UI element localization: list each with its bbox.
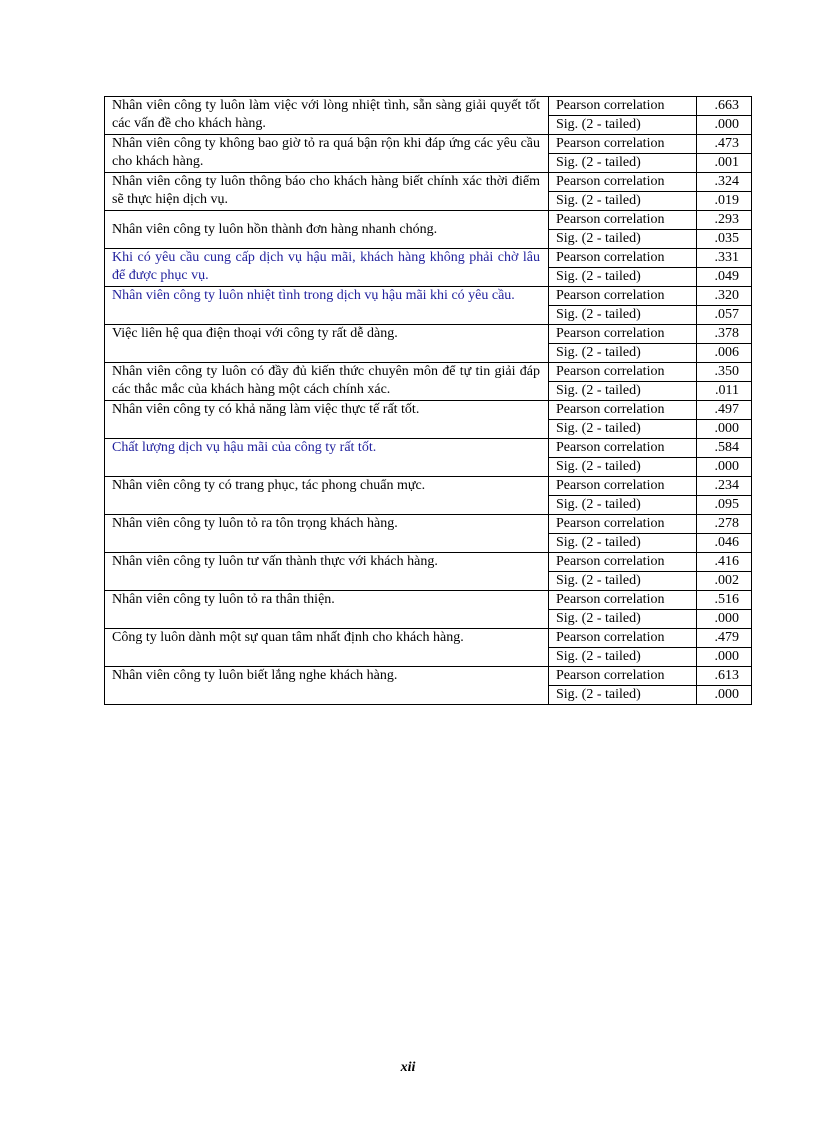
sig-label: Sig. (2 - tailed) (549, 686, 697, 705)
sig-label: Sig. (2 - tailed) (549, 344, 697, 363)
item-text: Nhân viên công ty luôn tư vấn thành thực với khách hàng. (105, 553, 549, 591)
pearson-value: .331 (697, 249, 752, 268)
sig-label: Sig. (2 - tailed) (549, 648, 697, 667)
table-row (105, 667, 752, 686)
item-text: Nhân viên công ty luôn tỏ ra thân thiện. (105, 591, 549, 629)
sig-value: .002 (697, 572, 752, 591)
item-text: Nhân viên công ty luôn biết lắng nghe khách hàng. (105, 667, 549, 705)
item-text: Nhân viên công ty luôn thông báo cho khách hàng biết chính xác thời điểm sẽ thực hiện dịch vụ. (105, 173, 549, 211)
item-text: Nhân viên công ty luôn tỏ ra tôn trọng khách hàng. (105, 515, 549, 553)
pearson-label: Pearson correlation (549, 249, 697, 268)
sig-value: .001 (697, 154, 752, 173)
sig-value: .035 (697, 230, 752, 249)
sig-label: Sig. (2 - tailed) (549, 268, 697, 287)
pearson-label: Pearson correlation (549, 477, 697, 496)
table-row (105, 135, 752, 154)
sig-label: Sig. (2 - tailed) (549, 116, 697, 135)
page-number: xii (400, 1060, 416, 1075)
pearson-value: .473 (697, 135, 752, 154)
sig-value: .095 (697, 496, 752, 515)
item-text: Nhân viên công ty luôn hồn thành đơn hàng nhanh chóng. (105, 211, 549, 249)
item-text: Nhân viên công ty luôn nhiệt tình trong dịch vụ hậu mãi khi có yêu cầu. (105, 287, 549, 325)
item-text: Nhân viên công ty luôn có đầy đủ kiến thức chuyên môn để tự tin giải đáp các thắc mắc của khách hàng một cách chính xác. (105, 363, 549, 401)
pearson-label: Pearson correlation (549, 629, 697, 648)
pearson-label: Pearson correlation (549, 211, 697, 230)
item-text: Việc liên hệ qua điện thoại với công ty rất dễ dàng. (105, 325, 549, 363)
pearson-value: .516 (697, 591, 752, 610)
pearson-label: Pearson correlation (549, 97, 697, 116)
table-row (105, 515, 752, 534)
table-row (105, 401, 752, 420)
sig-label: Sig. (2 - tailed) (549, 458, 697, 477)
table-row (105, 591, 752, 610)
sig-value: .000 (697, 458, 752, 477)
pearson-label: Pearson correlation (549, 325, 697, 344)
sig-label: Sig. (2 - tailed) (549, 572, 697, 591)
pearson-label: Pearson correlation (549, 667, 697, 686)
sig-value: .057 (697, 306, 752, 325)
sig-label: Sig. (2 - tailed) (549, 192, 697, 211)
table-row (105, 325, 752, 344)
pearson-value: .234 (697, 477, 752, 496)
table-row (105, 363, 752, 382)
pearson-label: Pearson correlation (549, 135, 697, 154)
item-text: Nhân viên công ty luôn làm việc với lòng nhiệt tình, sẵn sàng giải quyết tốt các vấn đề cho khách hàng. (105, 97, 549, 135)
sig-label: Sig. (2 - tailed) (549, 230, 697, 249)
sig-value: .000 (697, 116, 752, 135)
pearson-label: Pearson correlation (549, 401, 697, 420)
table-row (105, 553, 752, 572)
table-row (105, 439, 752, 458)
item-text: Nhân viên công ty không bao giờ tỏ ra quá bận rộn khi đáp ứng các yêu cầu cho khách hàng. (105, 135, 549, 173)
item-text: Chất lượng dịch vụ hậu mãi của công ty rất tốt. (105, 439, 549, 477)
sig-label: Sig. (2 - tailed) (549, 420, 697, 439)
pearson-value: .663 (697, 97, 752, 116)
pearson-label: Pearson correlation (549, 591, 697, 610)
sig-value: .019 (697, 192, 752, 211)
table-row (105, 97, 752, 116)
sig-value: .049 (697, 268, 752, 287)
item-text: Khi có yêu cầu cung cấp dịch vụ hậu mãi, khách hàng không phải chờ lâu để được phục vụ. (105, 249, 549, 287)
item-text: Nhân viên công ty có khả năng làm việc thực tế rất tốt. (105, 401, 549, 439)
pearson-value: .497 (697, 401, 752, 420)
sig-label: Sig. (2 - tailed) (549, 534, 697, 553)
sig-value: .000 (697, 686, 752, 705)
table-row (105, 249, 752, 268)
sig-label: Sig. (2 - tailed) (549, 610, 697, 629)
pearson-label: Pearson correlation (549, 173, 697, 192)
sig-value: .000 (697, 420, 752, 439)
correlation-table (104, 96, 752, 705)
pearson-label: Pearson correlation (549, 553, 697, 572)
table-row (105, 211, 752, 230)
pearson-value: .584 (697, 439, 752, 458)
sig-value: .000 (697, 610, 752, 629)
sig-value: .000 (697, 648, 752, 667)
pearson-value: .613 (697, 667, 752, 686)
pearson-value: .479 (697, 629, 752, 648)
pearson-value: .378 (697, 325, 752, 344)
item-text: Công ty luôn dành một sự quan tâm nhất định cho khách hàng. (105, 629, 549, 667)
pearson-value: .350 (697, 363, 752, 382)
pearson-value: .278 (697, 515, 752, 534)
pearson-label: Pearson correlation (549, 439, 697, 458)
sig-value: .011 (697, 382, 752, 401)
pearson-label: Pearson correlation (549, 363, 697, 382)
pearson-value: .324 (697, 173, 752, 192)
pearson-value: .320 (697, 287, 752, 306)
sig-value: .046 (697, 534, 752, 553)
item-text: Nhân viên công ty có trang phục, tác phong chuẩn mực. (105, 477, 549, 515)
sig-label: Sig. (2 - tailed) (549, 306, 697, 325)
pearson-label: Pearson correlation (549, 287, 697, 306)
table-row (105, 477, 752, 496)
pearson-value: .293 (697, 211, 752, 230)
table-row (105, 287, 752, 306)
pearson-value: .416 (697, 553, 752, 572)
sig-label: Sig. (2 - tailed) (549, 382, 697, 401)
sig-label: Sig. (2 - tailed) (549, 496, 697, 515)
table-row (105, 629, 752, 648)
pearson-label: Pearson correlation (549, 515, 697, 534)
sig-value: .006 (697, 344, 752, 363)
table-row (105, 173, 752, 192)
sig-label: Sig. (2 - tailed) (549, 154, 697, 173)
